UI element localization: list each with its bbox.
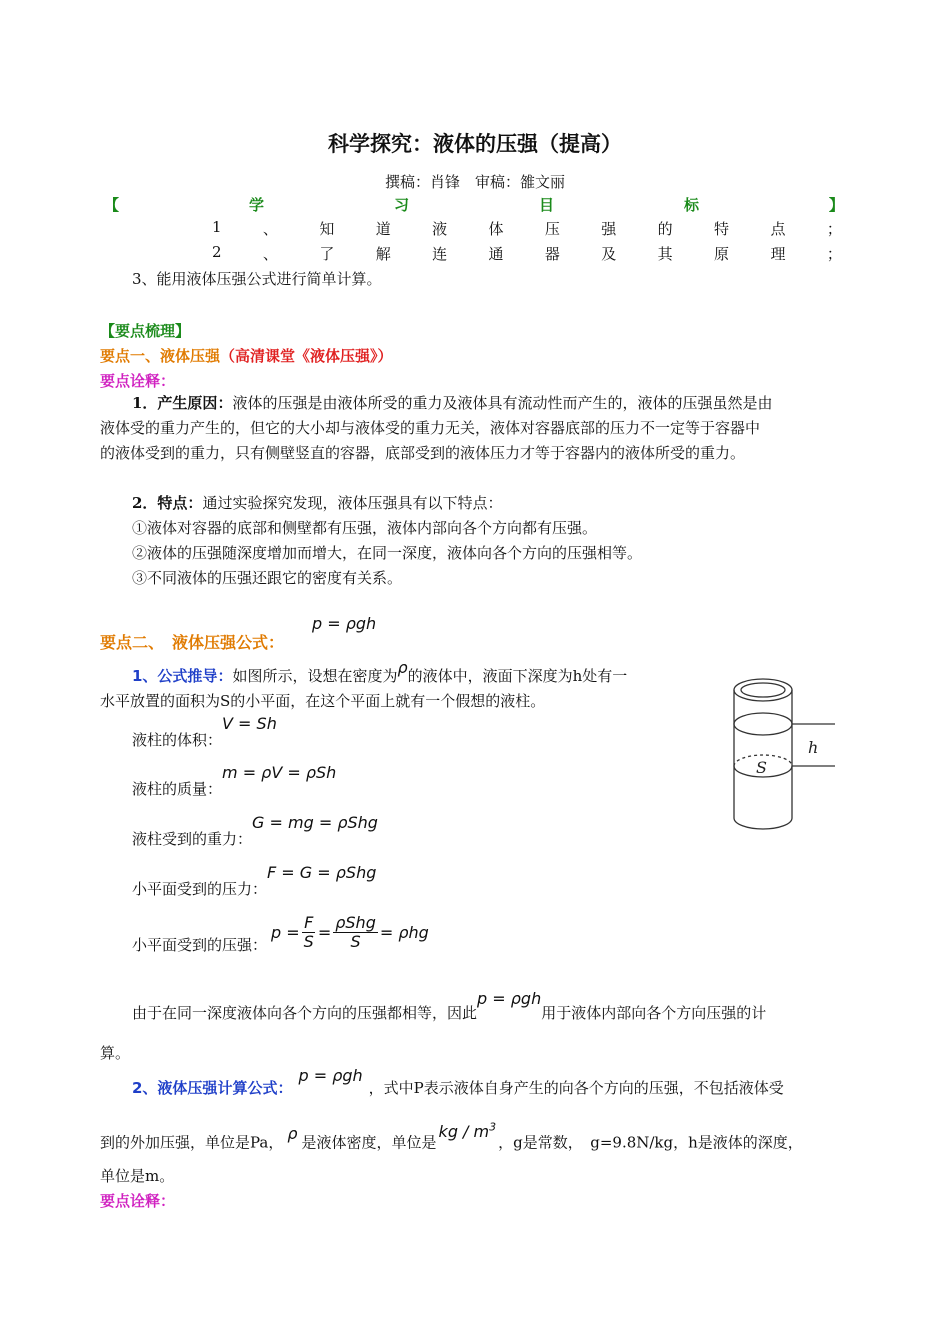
derive-line-2: 水平放置的面积为S的小平面，在这个平面上就有一个假想的液柱。 xyxy=(100,692,546,710)
cylinder-bottom xyxy=(734,818,792,829)
step-gravity xyxy=(132,813,378,852)
rho-symbol: ρ xyxy=(287,1124,298,1144)
point2-title: 要点二、 液体压强公式： xyxy=(100,633,285,652)
cylinder-inner-rim xyxy=(741,683,785,697)
conclusion-line xyxy=(132,989,767,1026)
goal-char: 2 xyxy=(212,243,222,261)
point2-formula: p = ρgh xyxy=(312,614,377,633)
density-unit xyxy=(439,1122,497,1141)
fraction-rhoshg-over-s xyxy=(333,914,378,951)
cylinder-top-rim xyxy=(734,679,792,701)
rho-symbol: ρ xyxy=(397,658,408,677)
conclusion-formula: p = ρgh xyxy=(477,989,542,1008)
liquid-surface xyxy=(734,713,792,735)
derive-line-1 xyxy=(132,658,628,689)
point2-explain: 要点诠释： xyxy=(100,1192,176,1210)
step-label: 液柱的体积： xyxy=(132,731,223,749)
point1-link[interactable]: （高清课堂《液体压强》） xyxy=(220,347,393,365)
goal-char: 、 xyxy=(262,220,278,238)
calc-label: 2、液体压强计算公式： xyxy=(132,1079,293,1097)
step-formula: F = G = ρShg xyxy=(267,863,377,882)
step-label: 小平面受到的压力： xyxy=(132,880,268,898)
calc-text: ，式中P表示液体自身产生的向各个方向的压强，不包括液体受 xyxy=(368,1079,784,1097)
conclusion-text: 用于液体内部向各个方向压强的计 xyxy=(541,1004,767,1022)
denominator: S xyxy=(350,932,361,951)
unit-exponent: 3 xyxy=(489,1121,497,1134)
cause-label: 1．产生原因： xyxy=(132,394,233,412)
goal-char: 道 xyxy=(375,220,391,238)
goals-char: 】 xyxy=(828,196,844,214)
goal-char: 的 xyxy=(657,220,673,238)
goal-char: 通 xyxy=(488,245,504,263)
step-formula: V = Sh xyxy=(222,714,277,733)
fraction-f-over-s xyxy=(302,914,316,951)
goal-char: 原 xyxy=(714,245,730,263)
goal-char: 、 xyxy=(262,245,278,263)
feature-item: ②液体的压强随深度增加而增大，在同一深度，液体向各个方向的压强相等。 xyxy=(132,544,643,562)
byline: 撰稿：肖锋 审稿：雒文丽 xyxy=(384,173,565,191)
calc-text: 到的外加压强，单位是Pa， xyxy=(100,1133,284,1152)
cause-line-3: 的液体受到的重力，只有侧壁竖直的容器，底部受到的液体压力才等于容器内的液体所受的重力。 xyxy=(100,444,746,462)
goals-char: 【 xyxy=(104,196,120,214)
goal-char: 知 xyxy=(319,220,335,238)
step-volume xyxy=(132,714,277,753)
goal-char: 及 xyxy=(601,245,617,263)
step-formula: m = ρV = ρSh xyxy=(222,763,337,782)
feature-line xyxy=(132,490,502,516)
calc-formula: p = ρgh xyxy=(298,1066,363,1085)
goals-header xyxy=(104,194,844,215)
point1-explain: 要点诠释： xyxy=(100,372,176,390)
goal-char: 理 xyxy=(770,245,786,263)
h-label: h xyxy=(808,738,819,757)
goal-char: 连 xyxy=(432,245,448,263)
goal-char: ； xyxy=(826,220,842,238)
feature-item: ③不同液体的压强还跟它的密度有关系。 xyxy=(132,569,403,587)
goal-char: 点 xyxy=(770,220,786,238)
step-mass xyxy=(132,763,337,802)
denominator: S xyxy=(303,932,314,951)
calc-line-2 xyxy=(100,1121,803,1155)
step-label: 液柱受到的重力： xyxy=(132,830,253,848)
derive-text: 的液体中，液面下深度为h处有一 xyxy=(407,667,628,685)
point1-title: 要点一、液体压强 xyxy=(100,347,221,365)
cause-line-2: 液体受的重力产生的，但它的大小却与液体受的重力无关，液体对容器底部的压力不一定等于容器中 xyxy=(100,419,761,437)
goal-3: 3、能用液体压强公式进行简单计算。 xyxy=(132,270,382,288)
goal-char: 1 xyxy=(212,218,222,236)
step-label: 液柱的质量： xyxy=(132,780,223,798)
calc-line-3: 单位是m。 xyxy=(100,1167,175,1185)
feature-label: 2．特点： xyxy=(132,494,203,512)
numerator: F xyxy=(304,913,314,932)
calc-text: 是液体密度，单位是 xyxy=(301,1133,437,1152)
goal-char: 了 xyxy=(319,245,335,263)
cylinder-figure xyxy=(725,668,840,833)
goal-char: 其 xyxy=(657,245,673,263)
goal-1 xyxy=(212,218,842,239)
calc-line-1 xyxy=(132,1066,784,1101)
goal-char: 体 xyxy=(488,220,504,238)
goal-char: 压 xyxy=(544,220,560,238)
goals-char: 目 xyxy=(538,196,554,214)
pressure-result: = ρhg xyxy=(379,923,429,942)
goal-2 xyxy=(212,243,842,264)
goals-char: 学 xyxy=(248,196,264,214)
step-label: 小平面受到的压强： xyxy=(132,936,268,954)
goals-char: 习 xyxy=(393,196,409,214)
goal-char: ； xyxy=(826,245,842,263)
conclusion-end: 算。 xyxy=(100,1044,131,1062)
goal-char: 解 xyxy=(375,245,391,263)
goal-char: 液 xyxy=(432,220,448,238)
step-pressure xyxy=(132,913,429,954)
unit-text: kg / m xyxy=(438,1122,490,1142)
s-label: S xyxy=(756,758,767,777)
conclusion-text: 由于在同一深度液体向各个方向的压强都相等，因此 xyxy=(132,1004,478,1022)
derive-label: 1、公式推导： xyxy=(132,667,233,685)
numerator: ρShg xyxy=(335,913,376,932)
goal-char: 特 xyxy=(714,220,730,238)
goals-char: 标 xyxy=(683,196,699,214)
step-force xyxy=(132,863,377,902)
derive-text: 如图所示，设想在密度为 xyxy=(232,667,398,685)
step-formula: G = mg = ρShg xyxy=(252,813,378,832)
feature-item: ①液体对容器的底部和侧壁都有压强，液体内部向各个方向都有压强。 xyxy=(132,519,598,537)
cause-text: 液体的压强是由液体所受的重力及液体具有流动性而产生的，液体的压强虽然是由 xyxy=(232,394,773,412)
key-points-header: 【要点梳理】 xyxy=(100,322,191,340)
goal-char: 器 xyxy=(544,245,560,263)
point1-heading xyxy=(100,345,393,366)
pressure-p: p = xyxy=(271,923,300,942)
feature-intro: 通过实验探究发现，液体压强具有以下特点： xyxy=(202,494,503,512)
goal-char: 强 xyxy=(601,220,617,238)
calc-text: ，g是常数， g=9.8N/kg，h是液体的深度， xyxy=(498,1133,803,1152)
cause-line-1 xyxy=(132,390,772,416)
page-title: 科学探究：液体的压强（提高） xyxy=(328,132,622,156)
equals: = xyxy=(317,923,332,942)
